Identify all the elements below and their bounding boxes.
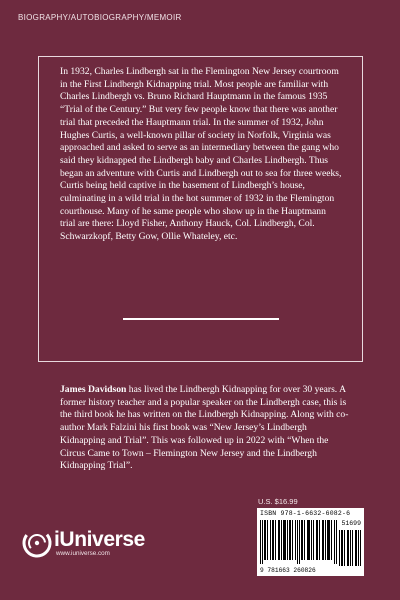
author-bio-text: has lived the Lindbergh Kidnapping for over 30 years. A former history teacher and a popular speaker on the Lindbergh case, this is the third book he has written on the Lindbergh Kidnapping. Along with co-author Mark Falzini his first book was “New Jersey’s Lindbergh Kidnapping and Trial”. This was followed up in 2022 with “When the Circus Came to Town – Flemington New Jersey and the Lindbergh Kidnapping Trial”. xyxy=(60,384,349,472)
author-bio xyxy=(60,384,350,473)
iuniverse-swirl-logo-icon xyxy=(22,528,52,558)
barcode-box xyxy=(257,508,364,576)
publisher-name: iUniverse xyxy=(54,528,145,551)
genre-label: BIOGRAPHY/AUTOBIOGRAPHY/MEMOIR xyxy=(18,13,182,22)
barcode-bars xyxy=(260,520,338,564)
publisher-url: www.iuniverse.com xyxy=(56,550,110,557)
divider-line xyxy=(123,318,279,320)
price-barcode-bars xyxy=(339,530,361,566)
price-label: U.S. $16.99 xyxy=(258,497,298,506)
price-code: 51699 xyxy=(341,520,361,527)
author-name: James Davidson xyxy=(60,384,127,395)
barcode-number: 9 781663 260826 xyxy=(260,567,316,574)
isbn-text: ISBN 978-1-6632-6082-6 xyxy=(260,510,351,517)
publisher-logo xyxy=(22,528,145,558)
book-blurb: In 1932, Charles Lindbergh sat in the Flemington New Jersey courtroom in the First Lindbergh Kidnapping trial. Most people are familiar with Charles Lindbergh vs. Bruno Richard Hauptmann in the famous 1935 “Trial of the Century.” But very few people know that there was another trial that preceded the Hauptmann trial. In the summer of 1932, John Hughes Curtis, a well-known pillar of society in Norfolk, Virginia was approached and asked to serve as an intermediary between the gang who said they kidnapped the Lindbergh baby and Charles Lindbergh. Thus began an adventure with Curtis and Lindbergh out to sea for three weeks, Curtis being held captive in the basement of Lindbergh’s house, culminating in a wild trial in the hot summer of 1932 in the Flemington courthouse. Many of he same people who show up in the Hauptmann trial are there: Lloyd Fisher, Anthony Hauck, Col. Lindbergh, Col. Schwarzkopf, Betty Gow, Ollie Whateley, etc. xyxy=(60,66,342,243)
